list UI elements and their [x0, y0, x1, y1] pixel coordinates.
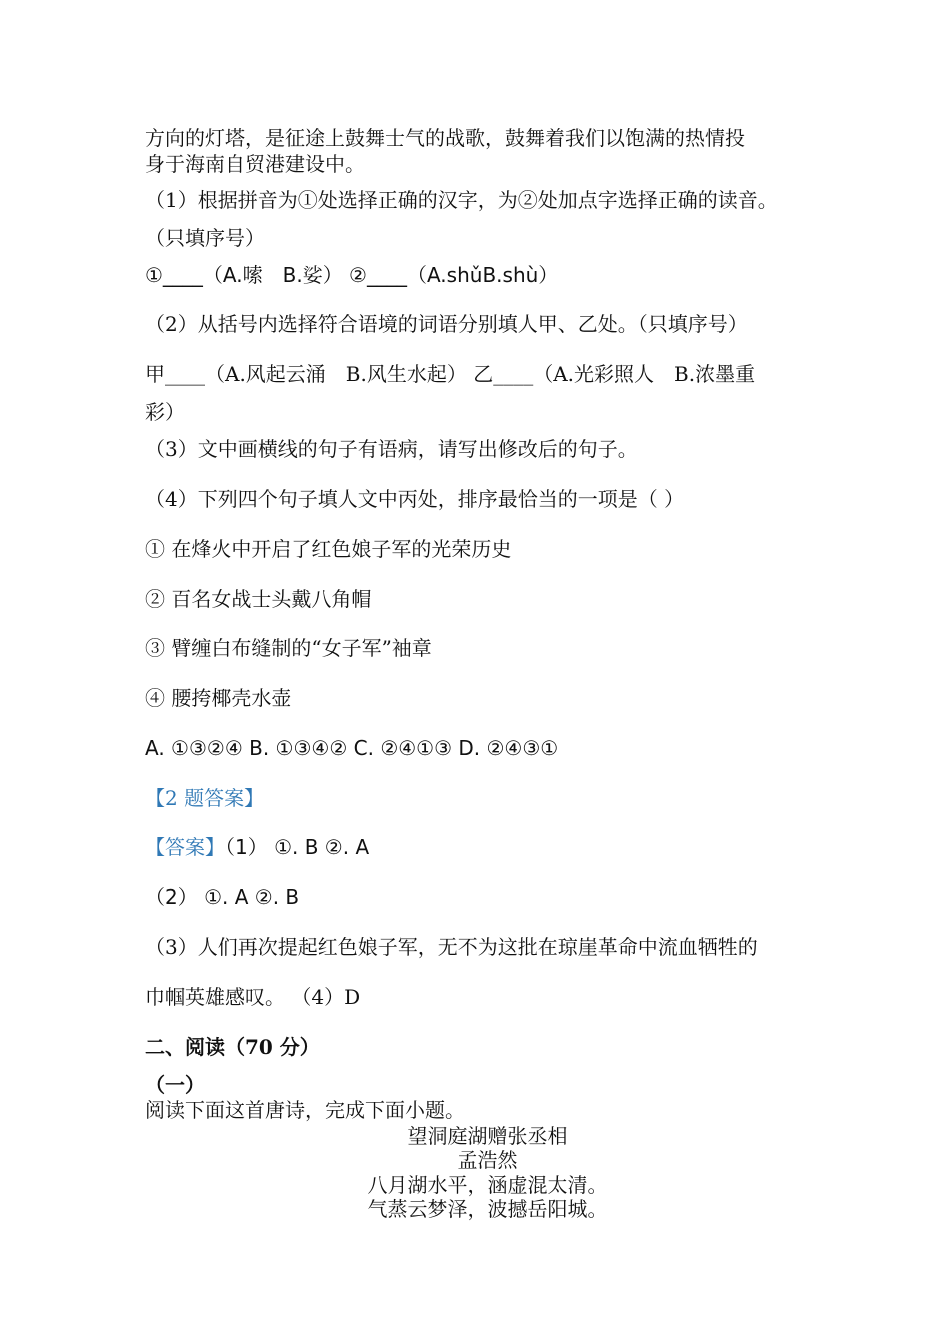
question-1-prompt-note: （只填序号）	[145, 226, 265, 250]
poem-title: 望洞庭湖赠张丞相	[407, 1124, 568, 1148]
answer-label: 【答案】	[145, 835, 225, 859]
section-subtitle: （一）	[145, 1073, 205, 1097]
answer-part-3-wrap: 巾帼英雄感叹。 （4）D	[145, 985, 361, 1009]
answer-part-1	[145, 834, 830, 860]
question-4-choices: A. ①③②④ B. ①③④② C. ②④①③ D. ②④③①	[145, 736, 559, 760]
answer-header: 【2 题答案】	[145, 786, 265, 810]
question-3-prompt: （3）文中画横线的句子有语病，请写出修改后的句子。	[145, 437, 638, 461]
answer-part-3: （3）人们再次提起红色娘子军，无不为这批在琼崖革命中流血牺牲的	[145, 935, 758, 959]
answer-part-2: （2） ①. A ②. B	[145, 885, 300, 909]
section-title: 二、阅读（70 分）	[145, 1035, 320, 1059]
passage-line-2: 身于海南自贸港建设中。	[145, 152, 365, 176]
sentence-item: ② 百名女战士头戴八角帽	[145, 587, 372, 611]
poem-line: 气蒸云梦泽，波撼岳阳城。	[367, 1197, 608, 1221]
question-2-options: 甲____（A.风起云涌 B.风生水起） 乙____（A.光彩照人 B.浓墨重	[145, 362, 756, 386]
question-1-options: ①____（A.嗦 B.娑） ②____（A.shǔB.shù）	[145, 263, 559, 287]
question-1-prompt: （1）根据拼音为①处选择正确的汉字，为②处加点字选择正确的读音。	[145, 188, 778, 212]
section-instruction: 阅读下面这首唐诗，完成下面小题。	[145, 1098, 465, 1122]
sentence-item: ③ 臂缠白布缝制的“女子军”袖章	[145, 636, 432, 660]
question-4-prompt: （4）下列四个句子填人文中丙处，排序最恰当的一项是（ ）	[145, 487, 685, 511]
sentence-item: ④ 腰挎椰壳水壶	[145, 686, 292, 710]
poem-author: 孟浩然	[457, 1148, 518, 1172]
answer-part-1-text: （1） ①. B ②. A	[225, 835, 370, 859]
question-2-options-wrap: 彩）	[145, 400, 185, 424]
poem-line: 八月湖水平，涵虚混太清。	[367, 1173, 608, 1197]
passage-line-1: 方向的灯塔，是征途上鼓舞士气的战歌，鼓舞着我们以饱满的热情投	[145, 126, 745, 150]
sentence-item: ① 在烽火中开启了红色娘子军的光荣历史	[145, 537, 512, 561]
question-2-prompt: （2）从括号内选择符合语境的词语分别填人甲、乙处。（只填序号）	[145, 312, 748, 336]
